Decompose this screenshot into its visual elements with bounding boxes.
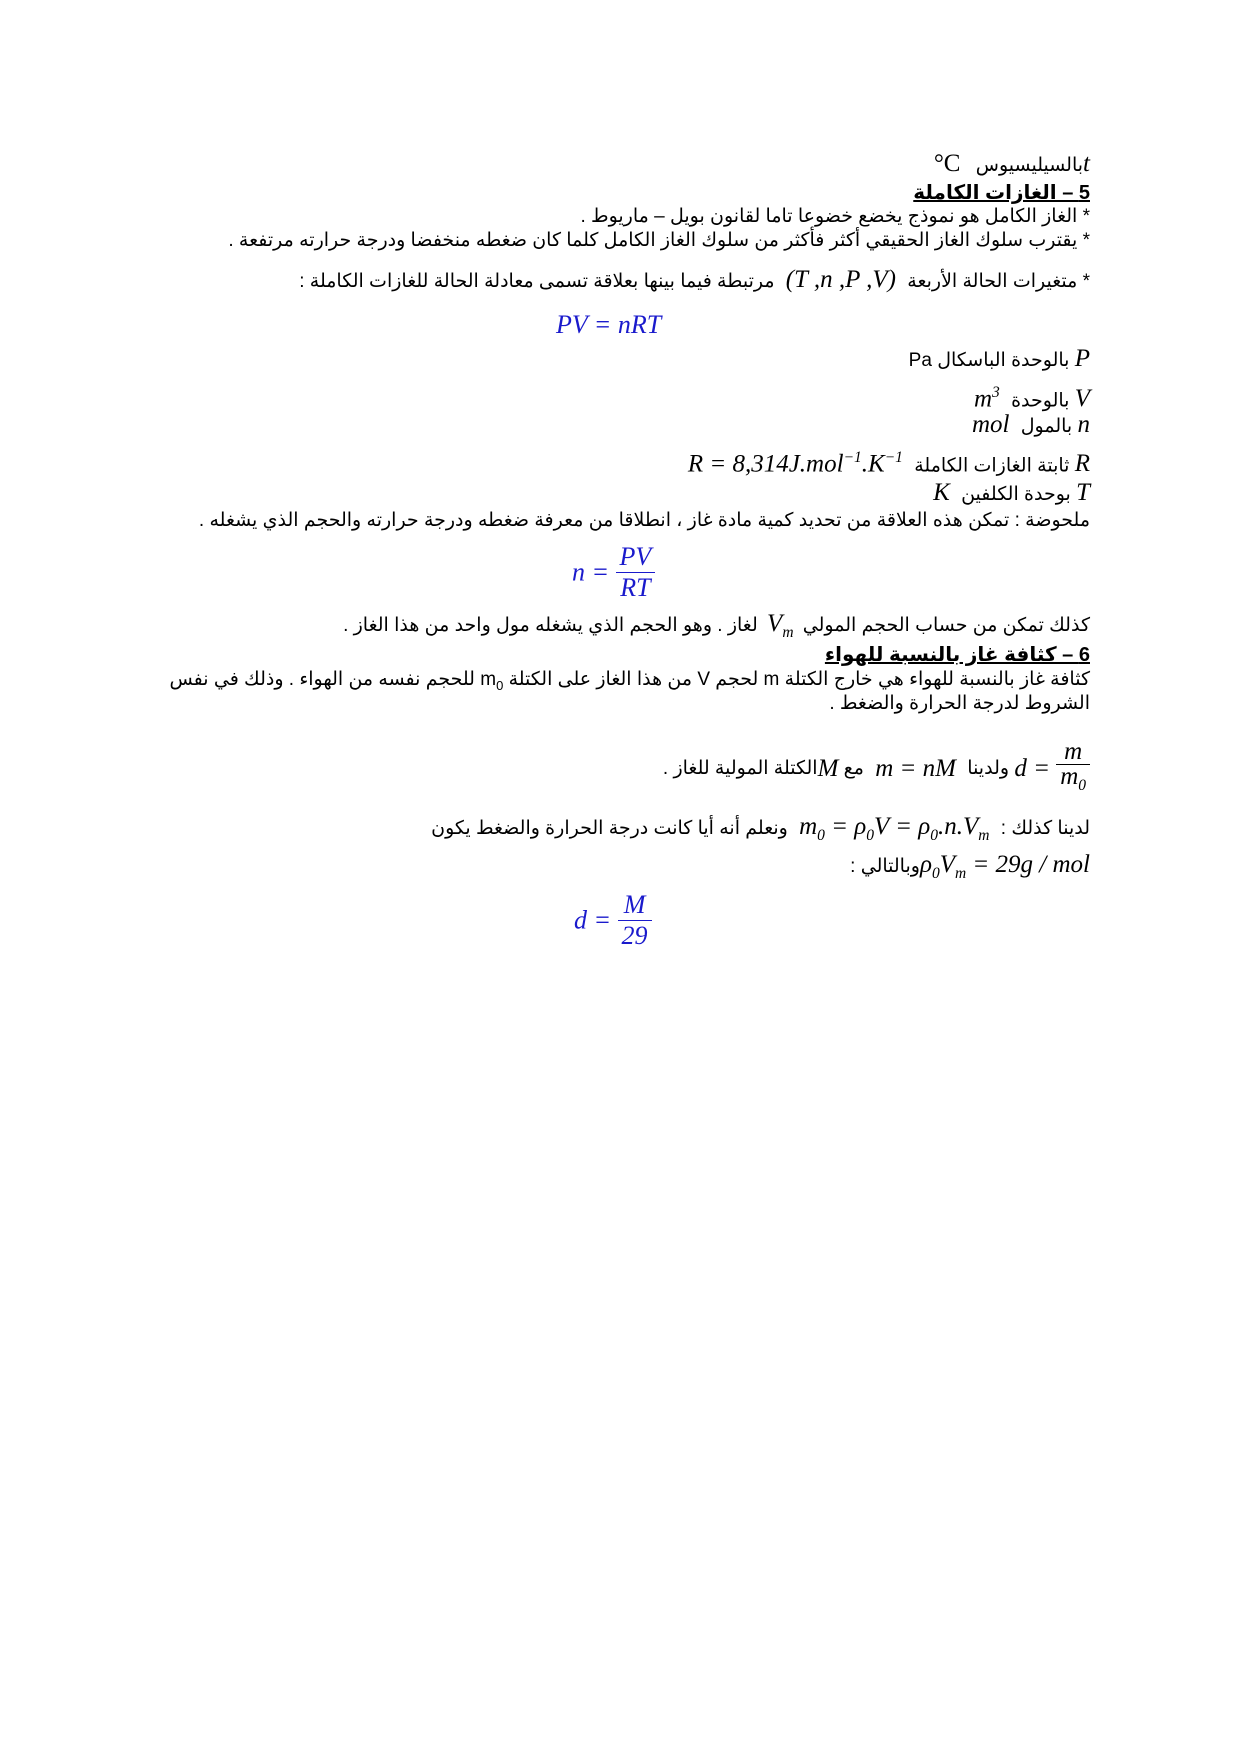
rho-vm-equation: $\rho_0V_m = 29g$ / mol — [919, 851, 1090, 882]
vm-symbol: $V_m$ — [767, 610, 794, 641]
state-vars-post: مرتبطة فيما بينها بعلاقة تسمى معادلة الحالة للغازات الكاملة : — [299, 271, 775, 292]
p-symbol: P — [1074, 345, 1090, 372]
density-definition-line1: كثافة غاز بالنسبة للهواء هي خارج الكتلة m لحجم V من هذا الغاز على الكتلة $m_0$ للحجم نفسه من الهواء . وذلك في نفس — [169, 669, 1090, 693]
rho-line: لدينا كذلك : $m_0 = \rho_0V = \rho_0.n.V_m$ ونعلم أنه أيا كانت درجة الحرارة والضغط يكون — [431, 815, 1090, 848]
def-temperature — [933, 481, 1090, 507]
def-amount — [972, 413, 1090, 439]
note-line: ملحوضة : تمكن هذه العلاقة من تحديد كمية مادة غاز ، انطلاقا من معرفة ضغطه ودرجة حرارته والحجم الذي يشغله . — [198, 510, 1090, 531]
n-text: بالمول — [1020, 416, 1073, 437]
v-unit: $m^3$ — [973, 384, 1000, 413]
tk-text: بوحدة الكلفين — [961, 484, 1071, 505]
celsius-unit: °C — [933, 150, 961, 177]
density-definition-line2: الشروط لدرجة الحرارة والضغط . — [829, 693, 1090, 714]
def-volume — [974, 381, 1090, 413]
section-6-heading: 6 – كثافة غاز بالنسبة للهواء — [824, 644, 1090, 666]
bullet-real-gas-behavior: * يقترب سلوك الغاز الحقيقي أكثر فأكثر من سلوك الغاز الكامل كلما كان ضغطه منخفضا ودرجة حرارته مرتفعة . — [228, 230, 1090, 251]
molar-post: لغاز . وهو الحجم الذي يشغله مول واحد من هذا الغاز . — [343, 615, 758, 636]
amount-equation: n = $\frac{PV}{RT}$ — [572, 542, 655, 603]
mass-relation: m = nM — [875, 755, 956, 782]
density-formula-line: d = $\frac{m}{m_0}$ ولدينا m = nM مع Mالكتلة المولية للغاز . — [663, 740, 1090, 798]
v-symbol: V — [1074, 385, 1090, 413]
rho-result-line: $\rho_0V_m = 29g$ / molوبالتالي : — [850, 853, 1090, 886]
section-5-heading: 5 – الغازات الكاملة — [913, 182, 1090, 204]
density-final-equation: d = $\frac{M}{29}$ — [574, 890, 652, 951]
ideal-gas-equation: PV = nRT — [556, 310, 662, 339]
r-text: ثابتة الغازات الكاملة — [914, 455, 1070, 477]
n-unit: mol — [971, 411, 1010, 438]
n-symbol: n — [1077, 411, 1090, 438]
p-text: بالوحدة الباسكال Pa — [908, 350, 1070, 371]
molar-mass-symbol: M — [817, 755, 839, 782]
bullet-state-variables — [299, 268, 1090, 294]
celsius-text: بالسيليسيوس — [975, 155, 1084, 176]
state-vars-pre: * متغيرات الحالة الأربعة — [907, 271, 1090, 292]
r-value: $R = 8,314J.mol^{-1}.K^{-1}$ — [687, 449, 903, 478]
tk-unit: K — [933, 479, 950, 506]
def-gas-constant — [688, 446, 1090, 478]
molar-volume-line — [343, 612, 1090, 645]
t-symbol: t — [1083, 150, 1090, 177]
def-pressure — [909, 347, 1090, 373]
bullet-ideal-gas-model: * الغاز الكامل هو نموذج يخضع خضوعا تاما لقانون بويل – ماريوط . — [580, 206, 1090, 227]
rho-equation: $m_0 = \rho_0V = \rho_0.n.V_m$ — [799, 813, 990, 844]
v-text: بالوحدة — [1011, 390, 1070, 412]
celsius-line — [934, 152, 1090, 178]
tk-symbol: T — [1076, 479, 1090, 506]
state-vars-symbols: (T ,n ,P ,V) — [785, 266, 896, 293]
molar-pre: كذلك تمكن من حساب الحجم المولي — [802, 615, 1090, 636]
density-fraction: d = $\frac{m}{m_0}$ — [1014, 740, 1090, 798]
r-symbol: R — [1074, 450, 1090, 478]
